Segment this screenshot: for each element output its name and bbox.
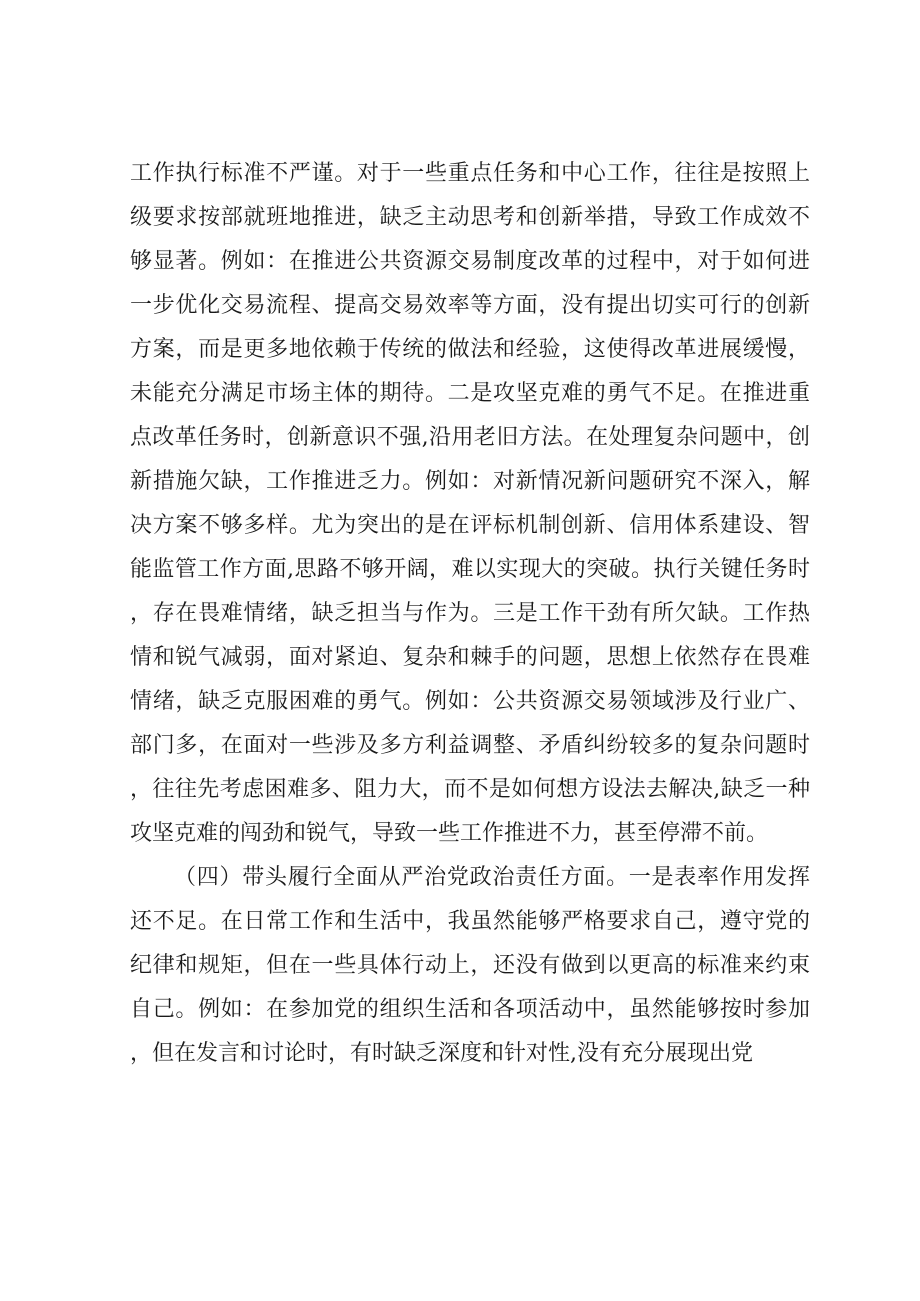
document-body (130, 152, 810, 1076)
paragraph-section-four: （四）带头履行全面从严治党政治责任方面。一是表率作用发挥还不足。在日常工作和生活中，我虽然能够严格要求自己，遵守党的纪律和规矩，但在一些具体行动上，还没有做到以更高的标准来约束自己。例如：在参加党的组织生活和各项活动中，虽然能够按时参加，但在发言和讨论时，有时缺乏深度和针对性,没有充分展现出党 (130, 865, 810, 1066)
paragraph-continuation: 工作执行标准不严谨。对于一些重点任务和中心工作，往往是按照上级要求按部就班地推进，缺乏主动思考和创新举措，导致工作成效不够显著。例如：在推进公共资源交易制度改革的过程中，对于如何进一步优化交易流程、提高交易效率等方面，没有提出切实可行的创新方案，而是更多地依赖于传统的做法和经验，这使得改革进展缓慢，未能充分满足市场主体的期待。二是攻坚克难的勇气不足。在推进重点改革任务时，创新意识不强,沿用老旧方法。在处理复杂问题中，创新措施欠缺，工作推进乏力。例如：对新情况新问题研究不深入，解决方案不够多样。尤为突出的是在评标机制创新、信用体系建设、智能监管工作方面,思路不够开阔，难以实现大的突破。执行关键任务时，存在畏难情绪，缺乏担当与作为。三是工作干劲有所欠缺。工作热情和锐气减弱，面对紧迫、复杂和棘手的问题，思想上依然存在畏难情绪，缺乏克服困难的勇气。例如：公共资源交易领域涉及行业广、部门多，在面对一些涉及多方利益调整、矛盾纠纷较多的复杂问题时，往往先考虑困难多、阻力大，而不是如何想方设法去解决,缺乏一种攻坚克难的闯劲和锐气，导致一些工作推进不力，甚至停滞不前。 (130, 161, 810, 846)
